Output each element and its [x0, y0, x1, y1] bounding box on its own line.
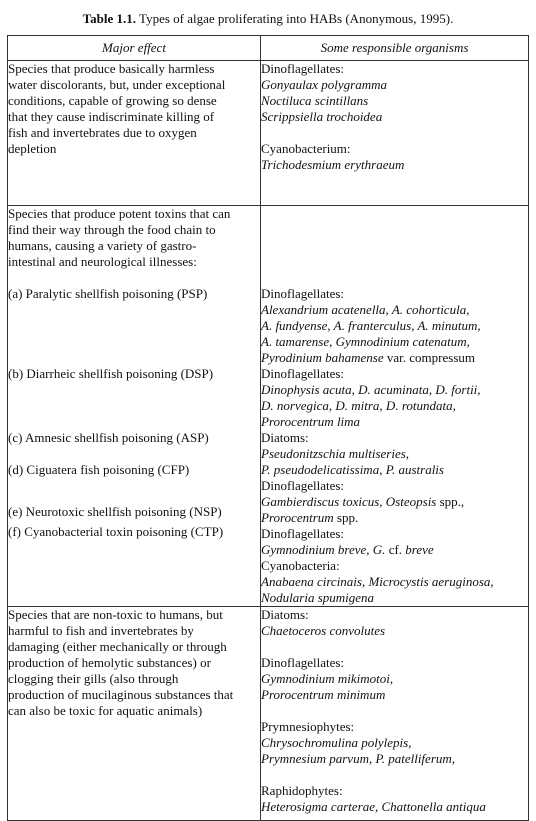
species: Trichodesmium erythraeum	[261, 157, 405, 172]
header-row	[8, 36, 529, 61]
table-label: Table 1.1.	[82, 11, 137, 26]
group-label: Prymnesiophytes:	[261, 719, 355, 734]
section-row-nontoxic	[8, 607, 529, 821]
section-row-toxins	[8, 206, 529, 607]
species: Gonyaulax polygramma	[261, 77, 388, 92]
group-label: Diatoms:	[261, 607, 309, 622]
section-row-discolorants	[8, 61, 529, 206]
poisoning-cfp: (d) Ciguatera fish poisoning (CFP)	[8, 462, 190, 477]
group-label: Dinoflagellates:	[261, 478, 345, 493]
hab-table	[7, 35, 529, 821]
group-label: Dinoflagellates:	[261, 655, 345, 670]
poisoning-ctp: (f) Cyanobacterial toxin poisoning (CTP)	[8, 524, 224, 539]
poisoning-psp: (a) Paralytic shellfish poisoning (PSP)	[8, 286, 208, 301]
group-label: Dinoflagellates:	[261, 526, 345, 541]
table-caption	[0, 11, 536, 27]
poisoning-dsp: (b) Diarrheic shellfish poisoning (DSP)	[8, 366, 214, 381]
effect-cell: Species that are non-toxic to humans, but harmful to fish and invertebrates by damaging (either mechanically or through production of hemolytic substances) or clogging their gills (also through production of mucilaginous substances that can also be toxic for aquatic animals)	[8, 607, 261, 821]
poisoning-nsp: (e) Neurotoxic shellfish poisoning (NSP)	[8, 504, 222, 519]
group-label: Cyanobacteria:	[261, 558, 340, 573]
organisms-cell: Dinoflagellates: Alexandrium acatenella, A. cohorticula, A. fundyense, A. franterculus, A. minutum, A. tamarense, Gymnodinium catenatum, Pyrodinium bahamense var. compressum Dinoflagellates: Dinophysis acuta, D. acuminata, D. fortii, D. norvegica, D. mitra, D. rotundata, Prorocentrum lima Diatoms: Pseudonitzschia multiseries, P. pseudodelicatissima, P. australis Dinoflagellates: Gambierdiscus toxicus, Osteopsis spp., Prorocentrum spp. Dinoflagellates: Gymnodinium breve, G. cf. breve Cyanobacteria: Anabaena circinais, Microcystis aeruginosa, Nodularia spumigena	[261, 206, 529, 607]
group-label: Dinoflagellates:	[261, 366, 345, 381]
species: Scrippsiella trochoidea	[261, 109, 383, 124]
group-label: Raphidophytes:	[261, 783, 343, 798]
species: Noctiluca scintillans	[261, 93, 369, 108]
table-title: Types of algae proliferating into HABs (Anonymous, 1995).	[139, 11, 454, 26]
group-label: Diatoms:	[261, 430, 309, 445]
group-label: Cyanobacterium:	[261, 141, 351, 156]
effect-cell: Species that produce basically harmless water discolorants, but, under exceptional conditions, capable of growing so dense that they cause indiscriminate killing of fish and invertebrates due to oxygen depletion	[8, 61, 261, 206]
header-organisms: Some responsible organisms	[261, 36, 529, 61]
organisms-cell	[261, 61, 529, 206]
group-label: Dinoflagellates:	[261, 61, 345, 76]
group-label: Dinoflagellates:	[261, 286, 345, 301]
header-major-effect: Major effect	[8, 36, 261, 61]
effect-cell: Species that produce potent toxins that can find their way through the food chain to humans, causing a variety of gastro- intestinal and neurological illnesses: (a) Paralytic shellfish poisoning (PSP) (b) Diarrheic shellfish poisoning (DSP) (c) Amnesic shellfish poisoning (ASP) (d) Ciguatera fish poisoning (CFP) (e) Neurotoxic shellfish poisoning (NSP) (f) Cyanobacterial toxin poisoning (CTP)	[8, 206, 261, 607]
poisoning-asp: (c) Amnesic shellfish poisoning (ASP)	[8, 430, 209, 445]
organisms-cell: Diatoms: Chaetoceros convolutes Dinoflagellates: Gymnodinium mikimotoi, Prorocentrum minimum Prymnesiophytes: Chrysochromulina polylepis, Prymnesium parvum, P. patelliferum, Raphidophytes: Heterosigma carterae, Chattonella antiqua	[261, 607, 529, 821]
